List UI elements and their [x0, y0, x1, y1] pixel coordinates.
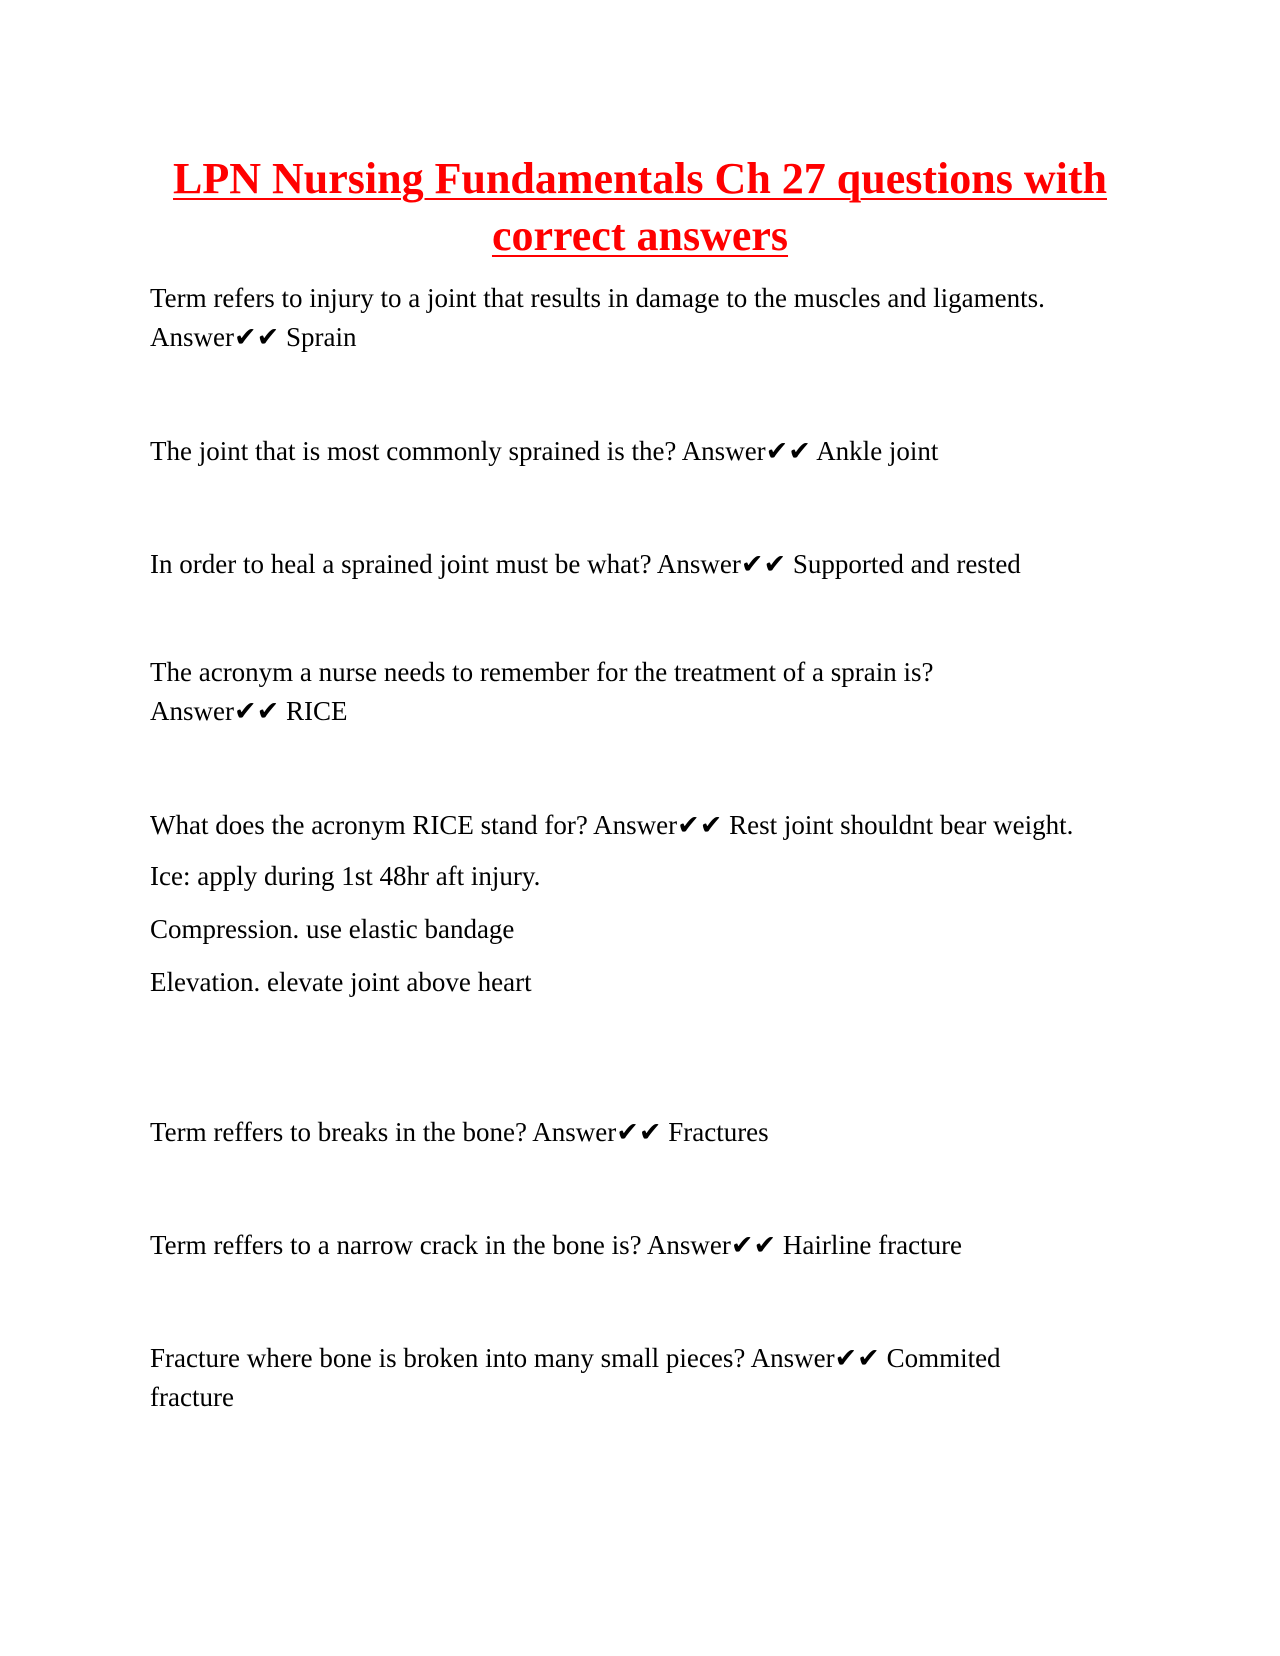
answer-marker: Answer✔✔	[646, 1230, 777, 1260]
answer-marker: Answer✔✔	[593, 810, 723, 840]
question-text: Fracture where bone is broken into many small pieces?	[150, 1343, 746, 1373]
answer-text: Fractures	[668, 1117, 769, 1147]
question-text: In order to heal a sprained joint must be what?	[150, 549, 652, 579]
answer-marker: Answer✔✔	[150, 696, 280, 726]
qa-item	[150, 806, 1130, 1002]
question-text: What does the acronym RICE stand for?	[150, 810, 588, 840]
answer-text: Ankle joint	[816, 436, 939, 466]
answer-marker: Answer✔✔	[150, 322, 280, 352]
answer-detail-line: Ice: apply during 1st 48hr aft injury.	[150, 861, 541, 891]
qa-item	[150, 1339, 1080, 1417]
answer-text: Hairline fracture	[782, 1230, 963, 1260]
question-text: The joint that is most commonly sprained is the?	[150, 436, 677, 466]
answer-detail-line: Compression. use elastic bandage	[150, 914, 515, 944]
qa-item	[150, 653, 1130, 731]
answer-marker: Answer✔✔	[532, 1117, 662, 1147]
question-text: The acronym a nurse needs to remember for the treatment of a sprain is?	[150, 657, 934, 687]
qa-line	[150, 806, 1080, 845]
answer-marker: Answer✔✔	[681, 436, 811, 466]
answer-text: Rest joint shouldnt bear weight.	[729, 810, 1074, 840]
qa-item	[150, 432, 1130, 471]
question-text: Term reffers to a narrow crack in the bone is?	[150, 1230, 642, 1260]
question-text: Term refers to injury to a joint that results in damage to the muscles and ligaments.	[150, 283, 1045, 313]
qa-item	[150, 1226, 1130, 1265]
answer-detail-line: Elevation. elevate joint above heart	[150, 967, 532, 997]
answer-marker: Answer✔✔	[656, 549, 787, 579]
answer-marker: Answer✔✔	[750, 1343, 880, 1373]
qa-item	[150, 1113, 1130, 1152]
document-title: LPN Nursing Fundamentals Ch 27 questions with correct answers	[173, 154, 1107, 260]
answer-text: Supported and rested	[792, 549, 1021, 579]
answer-text: Sprain	[285, 322, 357, 352]
qa-item	[150, 279, 1130, 357]
question-text: Term reffers to breaks in the bone?	[150, 1117, 527, 1147]
answer-text: RICE	[285, 696, 348, 726]
qa-item	[150, 545, 1130, 584]
answer-text: Commited fracture	[150, 1343, 1001, 1412]
